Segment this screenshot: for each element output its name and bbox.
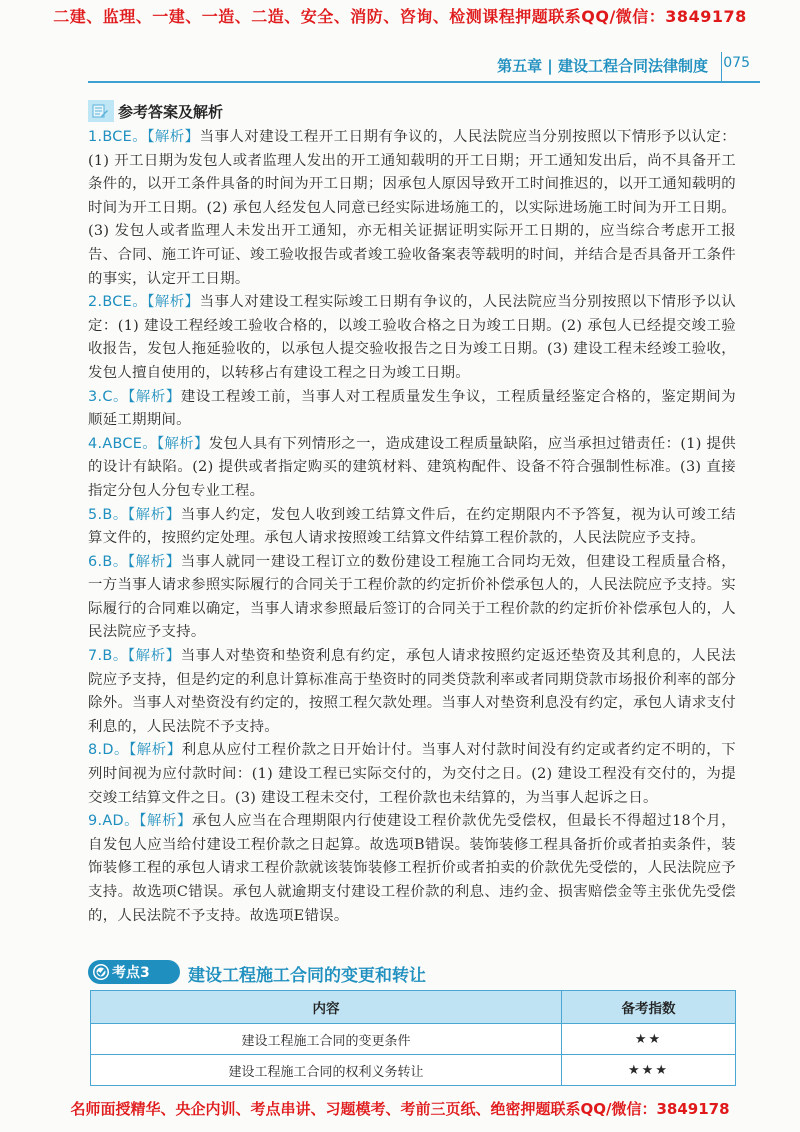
answer-number: 8. [88,742,103,759]
table-cell-content: 建设工程施工合同的权利义务转让 [91,1055,562,1086]
analysis-tag: 【解析】 [156,435,209,452]
answer-number: 9. [88,813,103,830]
bottom-promo-banner: 名师面授精华、央企内训、考点串讲、习题模考、考前三页纸、绝密押题联系QQ/微信：3849178 [70,1100,730,1118]
analysis-tag: 【解析】 [139,813,192,830]
header-divider [721,52,722,82]
section-title: 参考答案及解析 [118,103,224,121]
answer-number: 3. [88,388,103,405]
column-header-content: 内容 [91,991,562,1024]
answer-number: 4. [88,435,103,452]
analysis-tag: 【解析】 [127,648,181,665]
answer-key: BCE。 [102,294,148,311]
answer-key: B。 [102,648,128,665]
answer-key: B。 [102,553,128,570]
answer-item [88,433,736,504]
table-cell-rating: ★★ [562,1024,736,1055]
analysis-tag: 【解析】 [129,742,182,759]
answer-key: D。 [102,742,130,759]
answer-item [88,551,736,645]
analysis-tag: 【解析】 [127,553,181,570]
analysis-tag: 【解析】 [127,506,181,523]
key-point-badge [88,960,180,984]
answer-item [88,126,736,291]
table-row [91,1024,736,1055]
key-point-icon [92,963,110,981]
answer-list [88,126,736,928]
answer-item [88,291,736,385]
answer-explanation: 利息从应付工程价款之日开始计付。当事人对付款时间没有约定或者约定不明的，下列时间视为应付款时间：(1) 建设工程已实际交付的，为交付之日。(2) 建设工程没有交付的，为提交竣工结算文件之日。(3) 建设工程未交付，工程价款也未结算的，为当事人起诉之日。 [88,742,736,806]
chapter-title: 第五章 | 建设工程合同法律制度 [497,57,708,75]
answer-number: 2. [88,294,103,311]
answer-explanation: 建设工程竣工前，当事人对工程质量发生争议，工程质量经鉴定合格的，鉴定期间为顺延工期期间。 [88,388,736,429]
key-point-header [88,960,588,984]
analysis-tag: 【解析】 [128,388,181,405]
answer-item [88,810,736,928]
key-point-title: 建设工程施工合同的变更和转让 [188,966,426,986]
answer-item [88,504,736,551]
table-cell-content: 建设工程施工合同的变更条件 [91,1024,562,1055]
pencil-icon [92,103,108,119]
answer-explanation: 当事人对垫资和垫资利息有约定，承包人请求按照约定返还垫资及其利息的，人民法院应予支持，但是约定的利息计算标准高于垫资时的同类贷款利率或者同期贷款市场报价利率的部分除外。当事人对垫资没有约定的，按照工程欠款处理。当事人对垫资利息没有约定，承包人请求支付利息的，人民法院不予支持。 [88,648,736,735]
top-promo-banner: 二建、监理、一建、一造、二造、安全、消防、咨询、检测课程押题联系QQ/微信：3849178 [53,7,747,26]
answer-number: 6. [88,553,103,570]
page-number: 075 [723,55,750,71]
answer-explanation: 发包人具有下列情形之一，造成建设工程质量缺陷，应当承担过错责任：(1) 提供的设计有缺陷。(2) 提供或者指定购买的建筑材料、建筑构配件、设备不符合强制性标准。(3) 直接指定分包人分包专业工程。 [88,435,736,499]
answer-explanation: 承包人应当在合理期限内行使建设工程价款优先受偿权，但最长不得超过18个月，自发包人应当给付建设工程价款之日起算。故选项B错误。装饰装修工程具备折价或者拍卖条件，装饰装修工程的承包人请求工程价款就该装饰装修工程折价或者拍卖的价款优先受偿的，人民法院应予支持。故选项C错误。承包人就逾期支付建设工程价款的利息、违约金、损害赔偿金等主张优先受偿的，人民法院不予支持。故选项E错误。 [88,813,736,924]
answer-item [88,739,736,810]
answer-number: 7. [88,648,103,665]
answer-explanation: 当事人约定，发包人收到竣工结算文件后，在约定期限内不予答复，视为认可竣工结算文件的，按照约定处理。承包人请求按照竣工结算文件结算工程价款的，人民法院应予支持。 [88,506,736,547]
answer-key: B。 [102,506,128,523]
answer-number: 5. [88,506,103,523]
answer-key: BCE。 [102,129,148,145]
section-header [88,100,288,122]
header-rule [88,81,760,83]
column-header-rating: 备考指数 [562,991,736,1024]
key-point-table [90,990,736,1086]
answer-key: AD。 [102,813,140,830]
running-head [0,52,800,84]
answer-key: ABCE。 [102,435,157,452]
table-cell-rating: ★★★ [562,1055,736,1086]
answer-item [88,386,736,433]
analysis-tag: 【解析】 [147,129,200,145]
answer-explanation: 当事人就同一建设工程订立的数份建设工程施工合同均无效，但建设工程质量合格，一方当事人请求参照实际履行的合同关于工程价款的约定折价补偿承包人的，人民法院应予支持。实际履行的合同难以确定，当事人请求参照最后签订的合同关于工程价款的约定折价补偿承包人的，人民法院应予支持。 [88,553,736,641]
key-point-badge-label: 考点3 [112,965,150,981]
answer-explanation: 当事人对建设工程开工日期有争议的，人民法院应当分别按照以下情形予以认定：(1) 开工日期为发包人或者监理人发出的开工通知载明的开工日期；开工通知发出后，尚不具备开工条件的，以开工条件具备的时间为开工日期；因承包人原因导致开工时间推迟的，以开工通知载明的时间为开工日期。(2) 承包人经发包人同意已经实际进场施工的，以实际进场施工时间为开工日期。(3) 发包人或者监理人未发出开工通知，亦无相关证据证明实际开工日期的，应当综合考虑开工报告、合同、施工许可证、竣工验收报告或者竣工验收备案表等载明的时间，并结合是否具备开工条件的事实，认定开工日期。 [88,129,736,287]
answer-key: C。 [102,388,129,405]
analysis-tag: 【解析】 [147,294,200,311]
table-row [91,1055,736,1086]
answer-item [88,645,736,739]
answer-explanation: 当事人对建设工程实际竣工日期有争议的，人民法院应当分别按照以下情形予以认定：(1) 建设工程经竣工验收合格的，以竣工验收合格之日为竣工日期。(2) 承包人已经提交竣工验收报告，发包人拖延验收的，以承包人提交验收报告之日为竣工日期。(3) 建设工程未经竣工验收，发包人擅自使用的，以转移占有建设工程之日为竣工日期。 [88,294,736,381]
table-header-row [91,991,736,1024]
answer-number: 1. [88,129,103,145]
